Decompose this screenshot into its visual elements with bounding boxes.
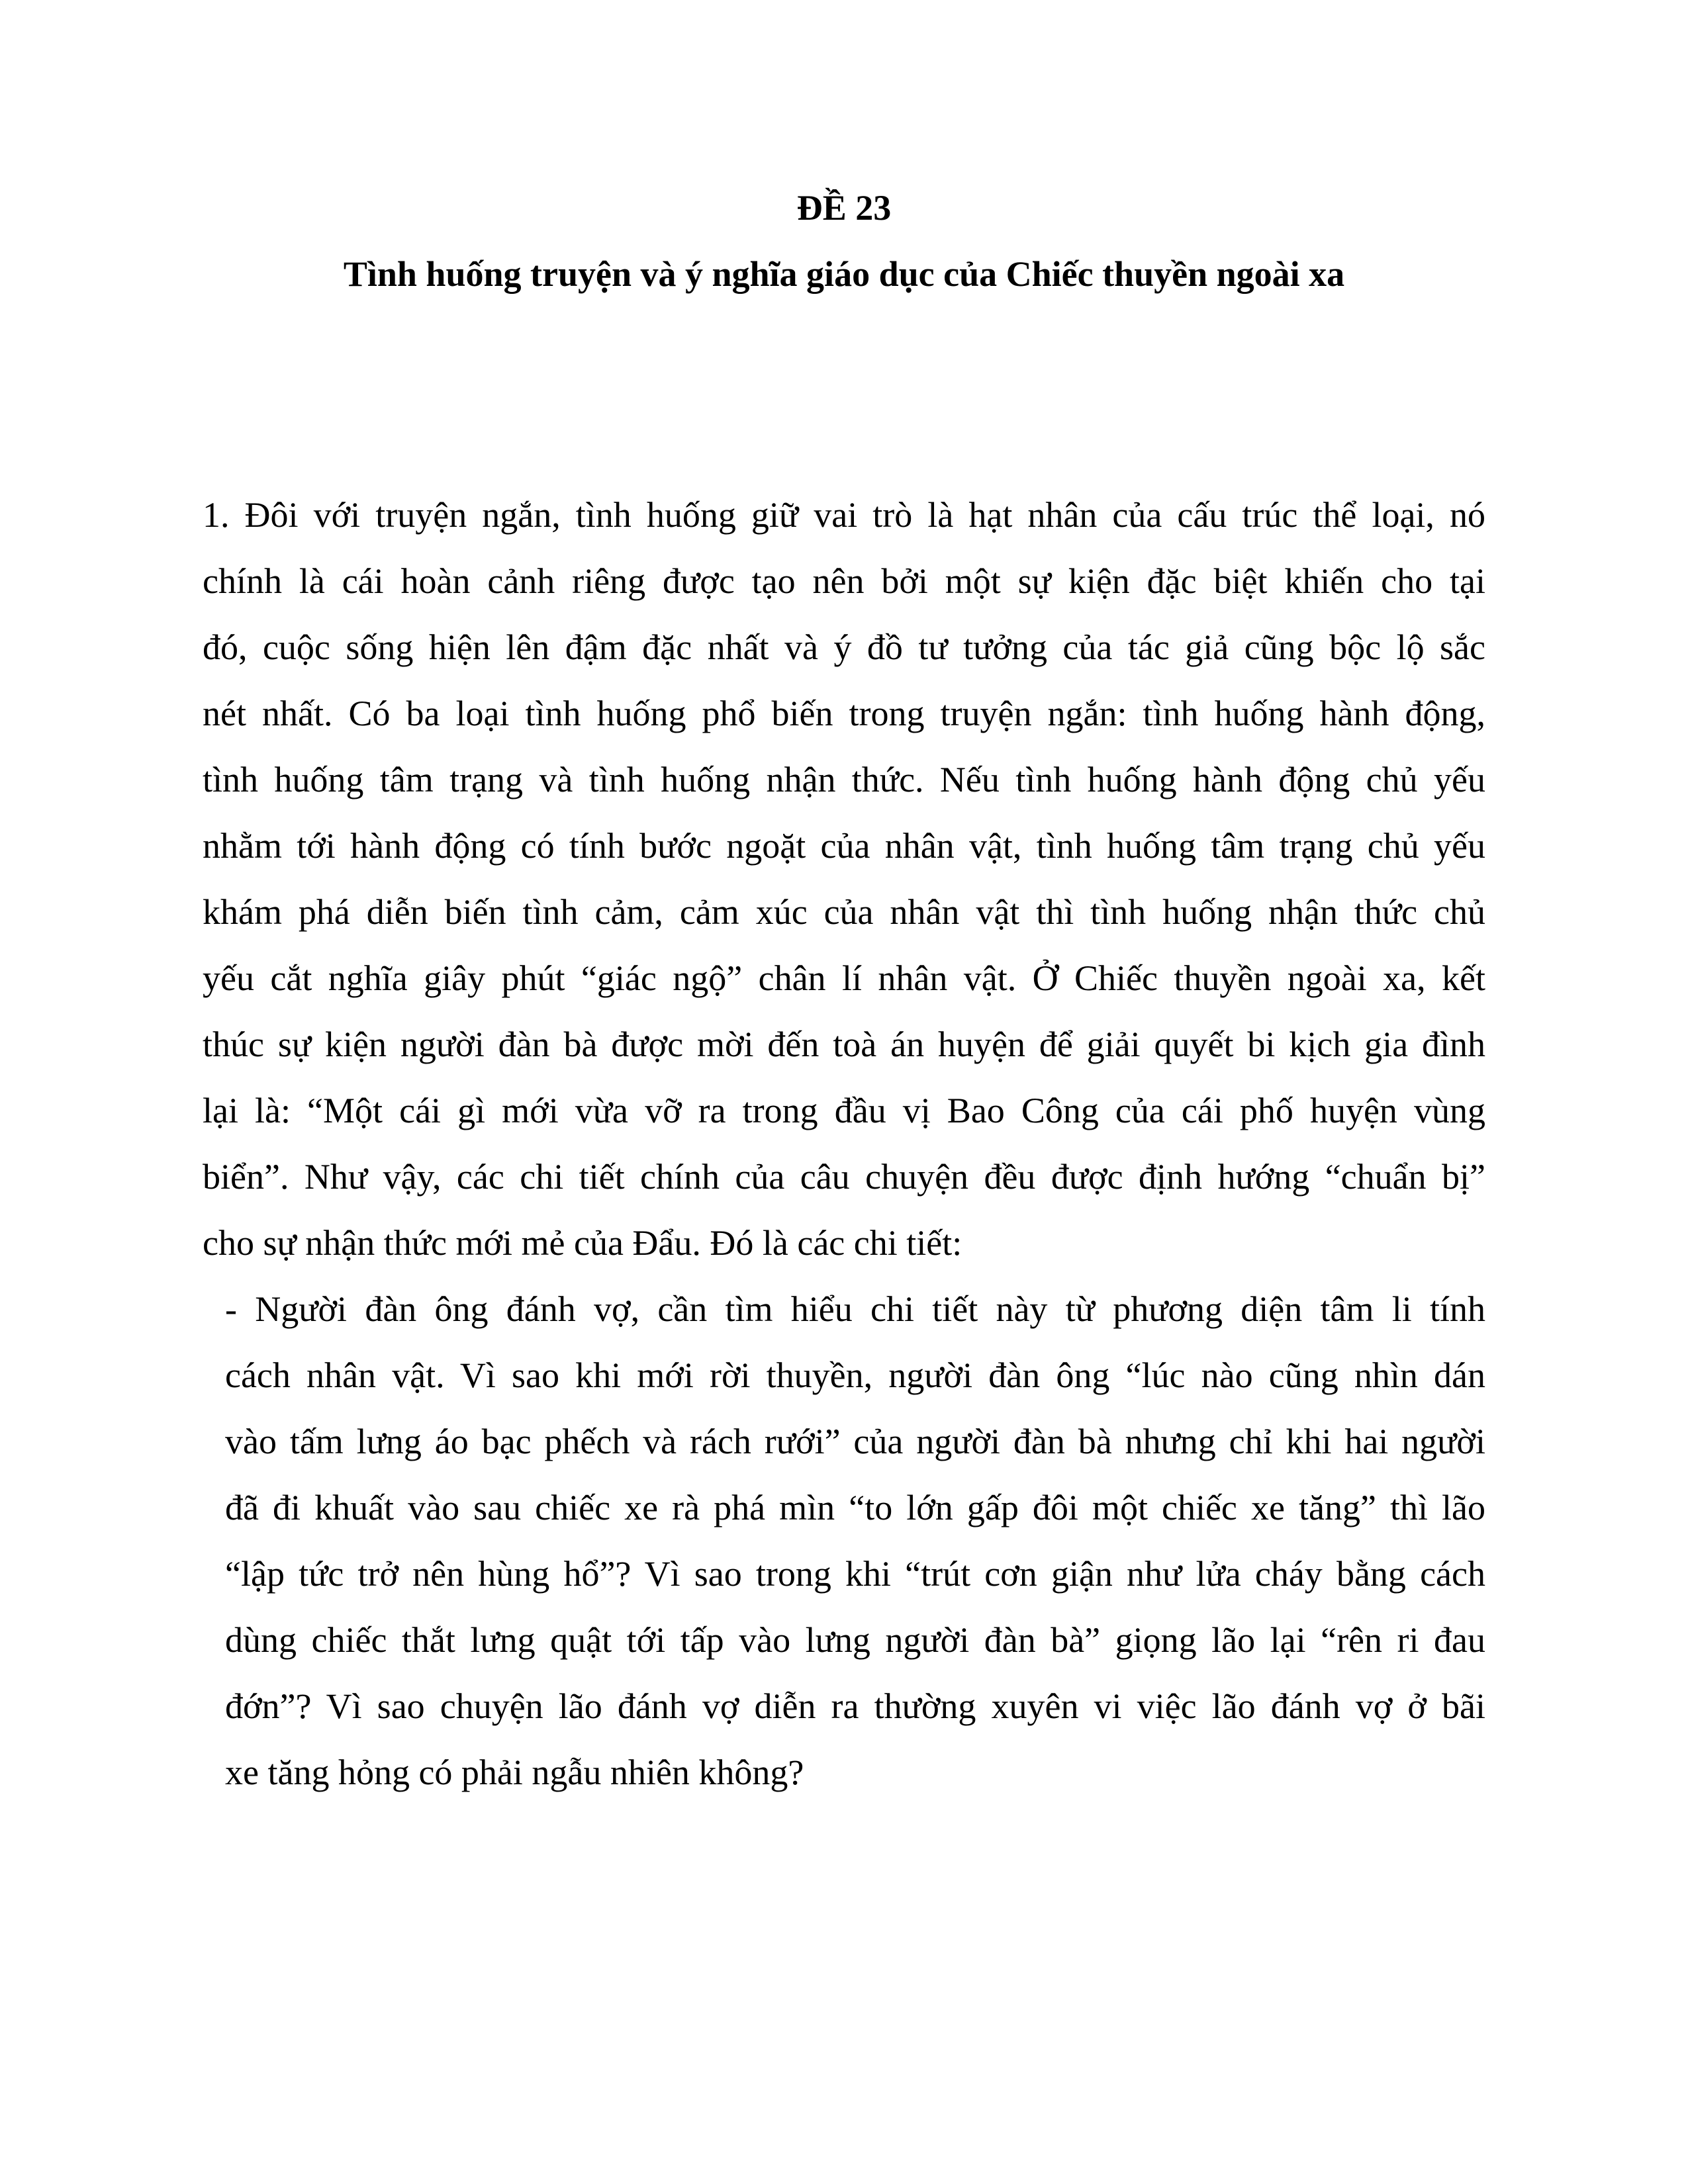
text-line: yếu cắt nghĩa giây phút “giác ngộ” chân lí nhân vật. Ở Chiếc thuyền ngoài xa, kết (203, 958, 1485, 998)
exam-number-heading: ĐỀ 23 (796, 188, 892, 228)
text-line: vào tấm lưng áo bạc phếch và rách rưới” của người đàn bà nhưng chỉ khi hai người (225, 1422, 1485, 1461)
text-line: biển”. Như vậy, các chi tiết chính của câu chuyện đều được định hướng “chuẩn bị” (203, 1157, 1485, 1197)
text-line: đã đi khuất vào sau chiếc xe rà phá mìn “to lớn gấp đôi một chiếc xe tăng” thì lão (225, 1488, 1485, 1527)
text-line: lại là: “Một cái gì mới vừa vỡ ra trong đầu vị Bao Công của cái phố huyện vùng (203, 1091, 1485, 1130)
text-line: xe tăng hỏng có phải ngẫu nhiên không? (225, 1752, 804, 1792)
text-line: nét nhất. Có ba loại tình huống phổ biến trong truyện ngắn: tình huống hành động, (203, 694, 1485, 733)
text-line: “lập tức trở nên hùng hổ”? Vì sao trong khi “trút cơn giận như lửa cháy bằng cách (225, 1554, 1485, 1594)
paragraph-detail-husband (197, 1276, 1485, 1805)
essay-title: Tình huống truyện và ý nghĩa giáo dục của Chiếc thuyền ngoài xa (343, 254, 1345, 294)
paragraph-intro (197, 482, 1485, 1276)
text-line: khám phá diễn biến tình cảm, cảm xúc của nhân vật thì tình huống nhận thức chủ (203, 892, 1485, 932)
body-text (197, 482, 1485, 1805)
text-line: chính là cái hoàn cảnh riêng được tạo nên bởi một sự kiện đặc biệt khiến cho tại (203, 561, 1485, 601)
text-line: - Người đàn ông đánh vợ, cần tìm hiểu chi tiết này từ phương diện tâm li tính (225, 1289, 1485, 1329)
text-line: dùng chiếc thắt lưng quật tới tấp vào lưng người đàn bà” giọng lão lại “rên ri đau (225, 1620, 1485, 1660)
text-line: đó, cuộc sống hiện lên đậm đặc nhất và ý đồ tư tưởng của tác giả cũng bộc lộ sắc (203, 627, 1485, 667)
text-line: nhằm tới hành động có tính bước ngoặt của nhân vật, tình huống tâm trạng chủ yếu (203, 826, 1485, 866)
text-line: đớn”? Vì sao chuyện lão đánh vợ diễn ra thường xuyên vi việc lão đánh vợ ở bãi (225, 1686, 1485, 1726)
text-line: cách nhân vật. Vì sao khi mới rời thuyền, người đàn ông “lúc nào cũng nhìn dán (225, 1355, 1485, 1395)
text-line: 1. Đôi với truyện ngắn, tình huống giữ vai trò là hạt nhân của cấu trúc thể loại, nó (203, 495, 1485, 535)
text-line: tình huống tâm trạng và tình huống nhận thức. Nếu tình huống hành động chủ yếu (203, 760, 1485, 799)
text-line: cho sự nhận thức mới mẻ của Đẩu. Đó là các chi tiết: (203, 1223, 962, 1263)
text-line: thúc sự kiện người đàn bà được mời đến toà án huyện để giải quyết bi kịch gia đình (203, 1024, 1485, 1064)
